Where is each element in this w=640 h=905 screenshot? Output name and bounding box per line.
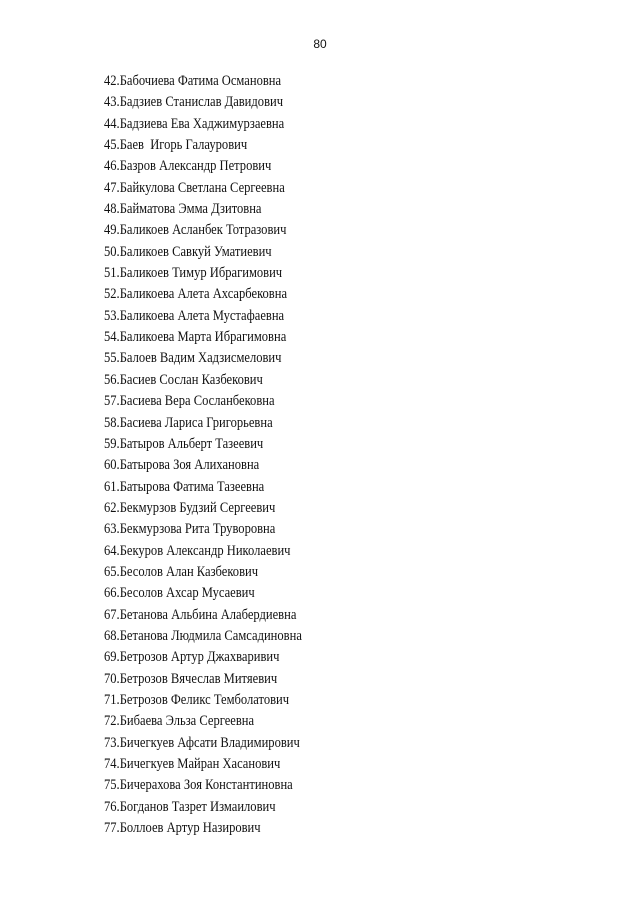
list-item: 77.Боллоев Артур Назирович (104, 820, 261, 837)
list-item: 49.Баликоев Асланбек Тотразович (104, 222, 287, 239)
list-item: 57.Басиева Вера Сосланбековна (104, 393, 275, 410)
list-item: 67.Бетанова Альбина Алабердиевна (104, 606, 297, 623)
list-item: 58.Басиева Лариса Григорьевна (104, 414, 273, 431)
list-item: 45.Баев Игорь Галаурович (104, 137, 248, 154)
list-item: 62.Бекмурзов Будзий Сергеевич (104, 499, 276, 516)
list-item: 68.Бетанова Людмила Самсадиновна (104, 627, 302, 644)
list-item: 65.Бесолов Алан Казбекович (104, 563, 259, 580)
list-item: 55.Балоев Вадим Хадзисмелович (104, 350, 282, 367)
list-item: 48.Байматова Эмма Дзитовна (104, 201, 262, 218)
list-item: 60.Батырова Зоя Алихановна (104, 457, 260, 474)
list-item: 54.Баликоева Марта Ибрагимовна (104, 329, 287, 346)
list-item: 69.Бетрозов Артур Джахваривич (104, 649, 280, 666)
list-item: 76.Богданов Тазрет Измаилович (104, 798, 276, 815)
list-item: 73.Бичегкуев Афсати Владимирович (104, 734, 300, 751)
list-item: 70.Бетрозов Вячеслав Митяевич (104, 670, 278, 687)
list-item: 61.Батырова Фатима Тазеевна (104, 478, 265, 495)
page-number: 80 (313, 37, 327, 51)
list-item: 46.Базров Александр Петрович (104, 158, 272, 175)
list-item: 72.Бибаева Эльза Сергеевна (104, 713, 255, 730)
list-item: 71.Бетрозов Феликс Темболатович (104, 691, 290, 708)
list-item: 47.Байкулова Светлана Сергеевна (104, 179, 285, 196)
list-item: 75.Бичерахова Зоя Константиновна (104, 777, 293, 794)
list-item: 59.Батыров Альберт Тазеевич (104, 435, 264, 452)
list-item: 53.Баликоева Алета Мустафаевна (104, 307, 285, 324)
list-item: 64.Бекуров Александр Николаевич (104, 542, 291, 559)
list-item: 44.Бадзиева Ева Хаджимурзаевна (104, 115, 285, 132)
list-item: 56.Басиев Сослан Казбекович (104, 371, 263, 388)
list-item: 66.Бесолов Ахсар Мусаевич (104, 585, 255, 602)
list-item: 51.Баликоев Тимур Ибрагимович (104, 265, 283, 282)
list-item: 42.Бабочиева Фатима Османовна (104, 73, 282, 89)
name-list (104, 71, 334, 839)
list-item: 43.Бадзиев Станислав Давидович (104, 94, 284, 111)
list-item: 50.Баликоев Савкуй Уматиевич (104, 243, 272, 260)
list-item: 74.Бичегкуев Майран Хасанович (104, 756, 281, 772)
list-item: 52.Баликоева Алета Ахсарбековна (104, 286, 288, 303)
list-item: 63.Бекмурзова Рита Труворовна (104, 521, 276, 538)
